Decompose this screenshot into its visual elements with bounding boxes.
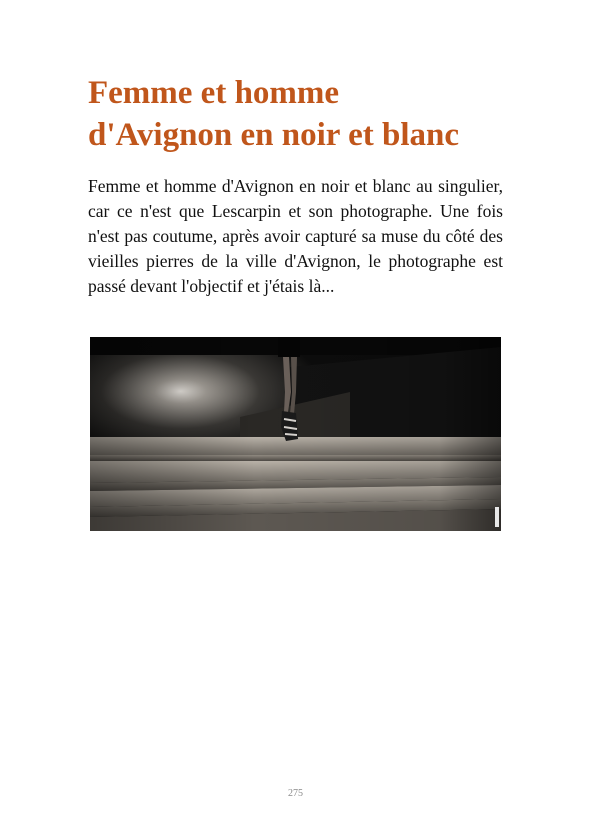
title-line-1: Femme et homme <box>88 75 340 111</box>
page-title <box>88 72 548 156</box>
photo-watermark <box>495 507 499 527</box>
black-and-white-photo <box>90 337 501 531</box>
page-number: 275 <box>288 788 303 799</box>
photo-vignette <box>90 337 501 531</box>
body-paragraph-container <box>88 174 503 299</box>
body-paragraph: Femme et homme d'Avignon en noir et blanc au singulier, car ce n'est que Lescarpin et son photographe. Une fois n'est pas coutume, après avoir capturé sa muse du côté des vieilles pierres de la ville d'Avignon, le photographe est passé devant l'objectif et j'étais là... <box>88 176 503 296</box>
title-line-2: d'Avignon en noir et blanc <box>88 117 460 153</box>
